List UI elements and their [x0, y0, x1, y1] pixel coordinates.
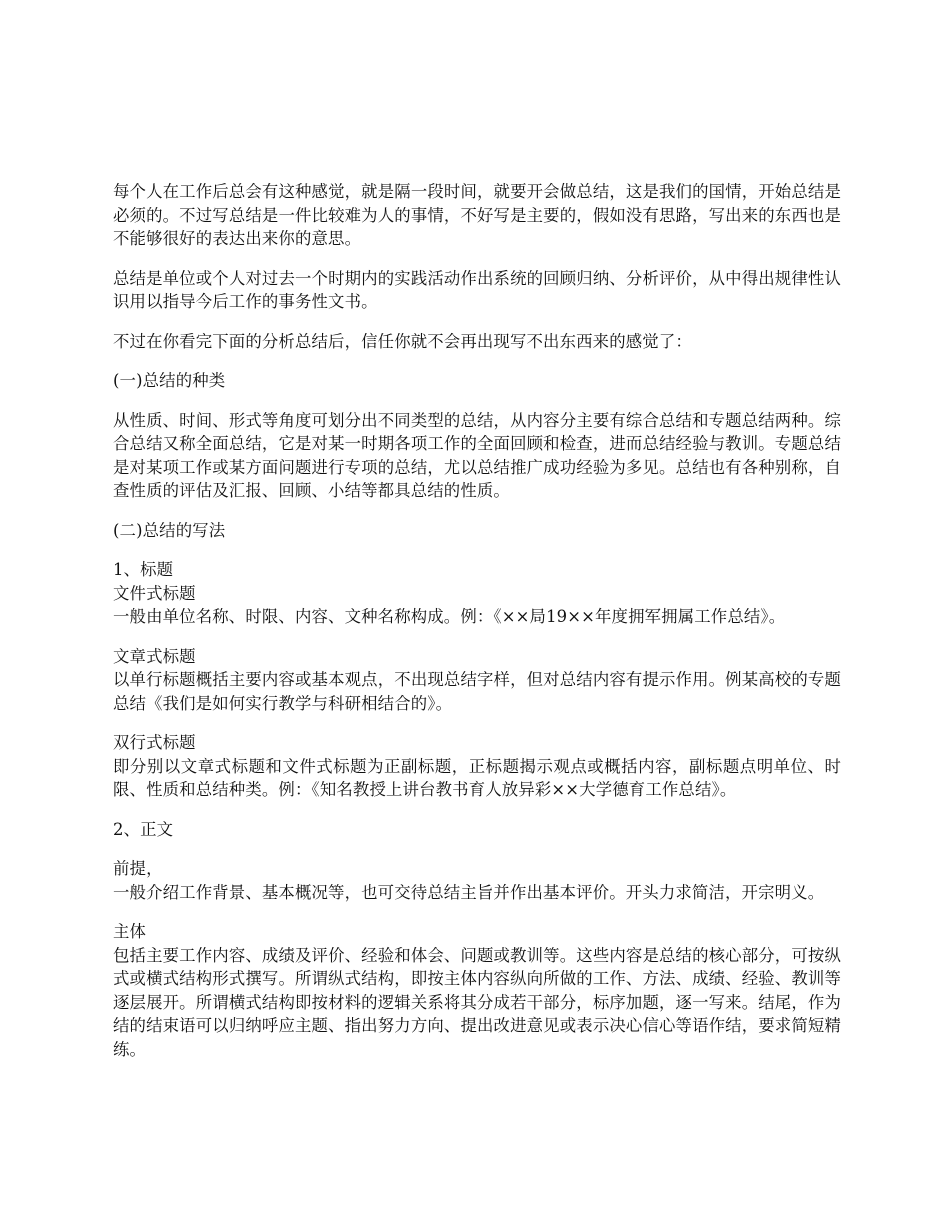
- title-type-name-1: 文件式标题: [113, 583, 196, 603]
- subsection-heading-title: 1、标题: [113, 560, 174, 579]
- title-type-desc-2: 以单行标题概括主要内容或基本观点，不出现总结字样，但对总结内容有提示作用。例某高校的专题总结《我们是如何实行教学与科研相结合的》。: [113, 670, 841, 713]
- title-type-desc-1: 一般由单位名称、时限、内容、文种名称构成。例：《××局19××年度拥军拥属工作总结》。: [113, 607, 786, 626]
- section-heading-types: (一)总结的种类: [113, 371, 226, 390]
- title-type-name-3: 双行式标题: [113, 733, 196, 752]
- intro-paragraph-3: 不过在你看完下面的分析总结后，信任你就不会再出现写不出东西来的感觉了：: [113, 331, 692, 351]
- title-type-name-2: 文章式标题: [113, 646, 196, 666]
- types-paragraph: 从性质、时间、形式等角度可划分出不同类型的总结，从内容分主要有综合总结和专题总结两种。综合总结又称全面总结，它是对某一时期各项工作的全面回顾和检查，进而总结经验与教训。专题总结是对某项工作或某方面问题进行专项的总结，尤以总结推广成功经验为多见。总结也有各种别称，自查性质的评估及汇报、回顾、小结等都具总结的性质。: [113, 410, 841, 500]
- body-part-name-2: 主体: [113, 922, 147, 941]
- body-part-desc-1: 一般介绍工作背景、基本概况等，也可交待总结主旨并作出基本评价。开头力求简洁，开宗明义。: [113, 882, 825, 902]
- document-page: [113, 180, 841, 1077]
- intro-paragraph-2: 总结是单位或个人对过去一个时期内的实践活动作出系统的回顾归纳、分析评价，从中得出规律性认识用以指导今后工作的事务性文书。: [113, 268, 841, 311]
- title-type-desc-3: 即分别以文章式标题和文件式标题为正副标题，正标题揭示观点或概括内容，副标题点明单位、时限、性质和总结种类。例：《知名教授上讲台教书育人放异彩××大学德育工作总结》。: [113, 756, 841, 799]
- intro-paragraph-1: 每个人在工作后总会有这种感觉，就是隔一段时间，就要开会做总结，这是我们的国情，开始总结是必须的。不过写总结是一件比较难为人的事情，不好写是主要的，假如没有思路，写出来的东西也是不能够很好的表达出来你的意思。: [113, 182, 841, 248]
- body-part-name-1: 前提，: [113, 859, 163, 878]
- subsection-heading-body: 2、正文: [113, 819, 174, 839]
- section-heading-writing: (二)总结的写法: [113, 520, 226, 540]
- body-part-desc-2: 包括主要工作内容、成绩及评价、经验和体会、问题或教训等。这些内容是总结的核心部分，可按纵式或横式结构形式撰写。所谓纵式结构，即按主体内容纵向所做的工作、方法、成绩、经验、教训等逐层展开。所谓横式结构即按材料的逻辑关系将其分成若干部分，标序加题，逐一写来。结尾，作为结的结束语可以归纳呼应主题、指出努力方向、提出改进意见或表示决心信心等语作结，要求简短精练。: [113, 945, 841, 1059]
